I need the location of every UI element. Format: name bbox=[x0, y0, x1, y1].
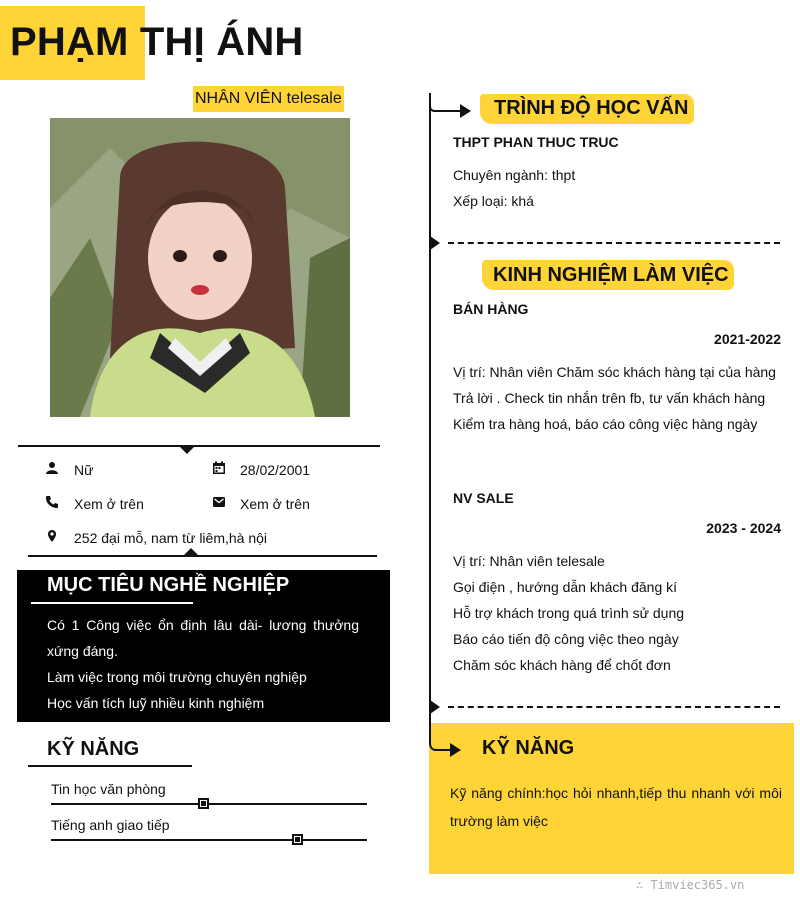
watermark-text: Timviec365.vn bbox=[650, 878, 745, 892]
skills-summary-text: Kỹ năng chính:học hỏi nhanh,tiếp thu nhanh với môi trường làm việc bbox=[450, 785, 782, 829]
job-detail: Báo cáo tiến độ công việc theo ngày bbox=[453, 631, 679, 647]
job-period: 2023 - 2024 bbox=[706, 520, 781, 536]
timeline-arrow-icon bbox=[429, 94, 473, 124]
objective-line: Có 1 Công việc ổn định lâu dài- lương thưởng xứng đáng. bbox=[47, 617, 359, 659]
skill-level-knob bbox=[292, 834, 303, 845]
skill-label: Tiếng anh giao tiếp bbox=[51, 817, 170, 833]
objective-text bbox=[47, 612, 359, 716]
info-bottom-divider bbox=[28, 555, 377, 557]
education-rank: Xếp loại: khá bbox=[453, 193, 534, 209]
watermark-logo-icon: ∴ bbox=[636, 878, 651, 892]
objective-line: Học vấn tích luỹ nhiều kinh nghiệm bbox=[47, 695, 265, 711]
calendar-icon bbox=[212, 461, 226, 475]
info-top-divider-marker bbox=[179, 446, 195, 454]
section-divider bbox=[448, 242, 780, 244]
skills-title: KỸ NĂNG bbox=[47, 738, 140, 760]
job-detail: Trả lời . Check tin nhắn trên fb, tư vấn khách hàng bbox=[453, 390, 766, 406]
section-divider bbox=[448, 706, 780, 708]
skill-bar bbox=[51, 803, 367, 805]
skill-bar bbox=[51, 839, 367, 841]
skill-label: Tin học văn phòng bbox=[51, 781, 166, 797]
job-detail: Chăm sóc khách hàng để chốt đơn bbox=[453, 657, 671, 673]
timeline-arrow-icon bbox=[429, 723, 465, 763]
profile-photo-illustration bbox=[50, 118, 350, 417]
watermark bbox=[636, 878, 744, 892]
objective-section bbox=[17, 570, 390, 722]
phone: Xem ở trên bbox=[74, 496, 144, 512]
job-detail: Gọi điện , hướng dẫn khách đăng kí bbox=[453, 579, 678, 595]
education-major: Chuyên ngành: thpt bbox=[453, 167, 576, 183]
map-pin-icon bbox=[45, 529, 59, 543]
phone-icon bbox=[45, 495, 59, 509]
email: Xem ở trên bbox=[240, 496, 310, 512]
skills-title-underline bbox=[28, 765, 192, 767]
timeline-marker-icon bbox=[430, 236, 440, 250]
info-top-divider bbox=[18, 445, 380, 447]
job-detail: Hỗ trợ khách trong quá trình sử dụng bbox=[453, 605, 685, 621]
job-period: 2021-2022 bbox=[714, 331, 781, 347]
profile-photo bbox=[50, 118, 350, 417]
user-icon bbox=[45, 461, 59, 475]
timeline-line bbox=[429, 93, 431, 745]
objective-title: MỤC TIÊU NGHỀ NGHIỆP bbox=[47, 574, 290, 596]
school-name: THPT PHAN THUC TRUC bbox=[453, 134, 619, 150]
timeline-marker-icon bbox=[430, 700, 440, 714]
birthday: 28/02/2001 bbox=[240, 462, 311, 478]
job-detail: Vị trí: Nhân viên Chăm sóc khách hàng tại của hàng bbox=[453, 364, 776, 380]
envelope-icon bbox=[212, 495, 226, 509]
job-detail: Kiểm tra hàng hoá, báo cáo công việc hàng ngày bbox=[453, 416, 758, 432]
job-company: BÁN HÀNG bbox=[453, 301, 529, 317]
objective-line: Làm việc trong môi trường chuyên nghiệp bbox=[47, 669, 307, 685]
job-detail: Vị trí: Nhân viên telesale bbox=[453, 553, 605, 569]
candidate-name: PHẠM THỊ ÁNH bbox=[10, 20, 304, 64]
education-title: TRÌNH ĐỘ HỌC VẤN bbox=[494, 97, 689, 119]
objective-title-underline bbox=[31, 602, 193, 604]
gender: Nữ bbox=[74, 462, 94, 478]
skill-level-knob bbox=[198, 798, 209, 809]
address: 252 đại mỗ, nam từ liêm,hà nội bbox=[74, 530, 268, 546]
skills-summary-section bbox=[429, 723, 794, 874]
skills-summary-title: KỸ NĂNG bbox=[482, 737, 575, 759]
job-company: NV SALE bbox=[453, 490, 514, 506]
experience-title: KINH NGHIỆM LÀM VIỆC bbox=[493, 264, 729, 286]
job-title: NHÂN VIÊN telesale bbox=[193, 86, 344, 112]
